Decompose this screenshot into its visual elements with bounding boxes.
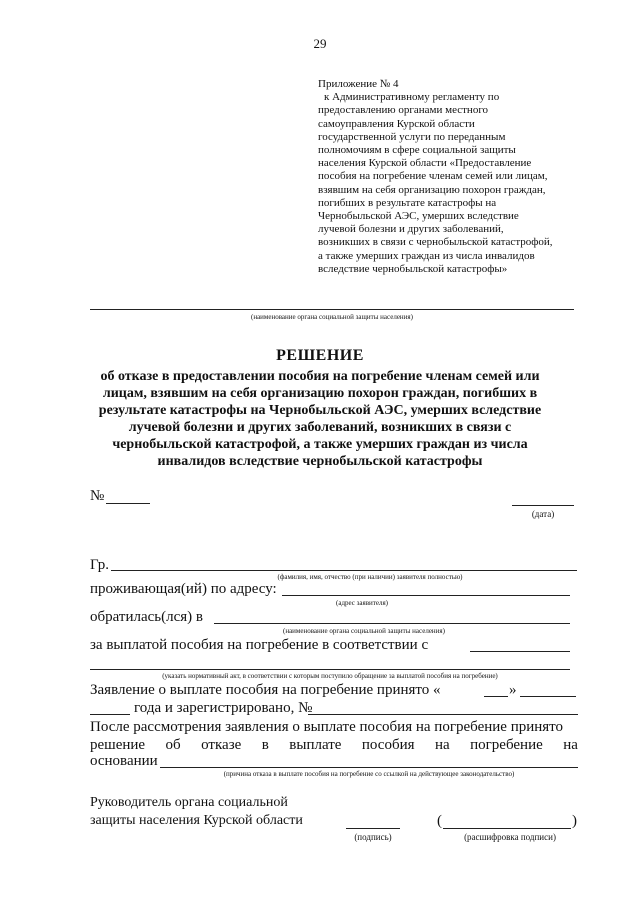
- appendix-line: лучевой болезни и других заболеваний,: [318, 223, 504, 236]
- appendix-line: возникших в связи с чернобыльской катастрофой,: [318, 236, 553, 249]
- head-title-line2: защиты населения Курской области: [90, 813, 303, 828]
- after-review-line: После рассмотрения заявления о выплате пособия на погребение принято: [90, 719, 564, 735]
- application-accepted-text: Заявление о выплате пособия на погребение принято «: [90, 682, 441, 698]
- number-label: №: [90, 488, 105, 504]
- appendix-line: пособия на погребение членам семей или лицам,: [318, 170, 548, 183]
- date-caption: (дата): [531, 509, 555, 519]
- quote-close: »: [509, 682, 517, 698]
- appendix-line: Приложение № 4: [318, 78, 399, 90]
- citizen-label: Гр.: [90, 557, 109, 573]
- signature-field[interactable]: [346, 828, 400, 829]
- subtitle-line: чернобыльской катастрофой, а также умерших граждан из числа: [112, 437, 528, 452]
- org-name-caption: (наименование органа социальной защиты населения): [251, 313, 413, 321]
- decode-close-paren: ): [572, 813, 577, 829]
- appendix-line: взявшим на себя организацию похорон граждан,: [318, 183, 546, 196]
- payment-basis-field-tail[interactable]: [470, 651, 570, 652]
- subtitle-line: лицам, взявшим на себя организацию похорон граждан, погибших в: [102, 386, 538, 401]
- decision-word: выплате: [289, 737, 342, 753]
- appendix-block: [318, 78, 598, 276]
- document-title: РЕШЕНИЕ: [276, 347, 364, 364]
- refusal-reason-field[interactable]: [160, 767, 578, 768]
- subtitle-line: результате катастрофы на Чернобыльской АЭС, умерших вследствие: [98, 403, 542, 418]
- document-subtitle: [80, 368, 560, 470]
- applied-caption: (наименование органа социальной защиты населения): [283, 627, 445, 635]
- accepted-year-field[interactable]: [90, 714, 130, 715]
- appendix-line: полномочиям в сфере социальной защиты: [318, 144, 516, 157]
- normative-act-field[interactable]: [90, 669, 570, 670]
- registration-number-field[interactable]: [308, 714, 578, 715]
- org-name-line[interactable]: [90, 309, 574, 310]
- citizen-name-field[interactable]: [111, 570, 577, 571]
- subtitle-line: лучевой болезни и других заболеваний, возникших в связи с: [128, 420, 512, 435]
- decision-word: решение: [90, 737, 146, 753]
- decision-word: пособия: [361, 737, 415, 753]
- head-title-line1: Руководитель органа социальной: [90, 795, 288, 810]
- subtitle-line: об отказе в предоставлении пособия на погребение членам семей или: [100, 369, 540, 384]
- decision-word: в: [261, 737, 269, 753]
- appendix-line: предоставлению органами местного: [318, 104, 489, 117]
- address-label: проживающая(ий) по адресу:: [90, 581, 277, 597]
- decode-caption: (расшифровка подписи): [464, 832, 556, 842]
- page-number: 29: [313, 36, 327, 51]
- address-caption: (адрес заявителя): [336, 599, 388, 607]
- address-field[interactable]: [282, 595, 570, 596]
- appendix-line: погибших в результате катастрофы на: [318, 196, 497, 209]
- normative-caption: (указать нормативный акт, в соответствии с которым поступило обращение за выплатой пособия на погребение): [162, 672, 498, 680]
- appendix-line: вследствие чернобыльской катастрофы»: [318, 262, 508, 275]
- applied-label: обратилась(лся) в: [90, 609, 203, 625]
- year-registered-text: года и зарегистрировано, №: [134, 700, 313, 716]
- decision-line: [90, 737, 578, 754]
- appendix-line: населения Курской области «Предоставление: [318, 157, 532, 170]
- subtitle-line: инвалидов вследствие чернобыльской катастрофы: [157, 454, 483, 469]
- appendix-line: к Административному регламенту по: [324, 91, 500, 104]
- citizen-caption: (фамилия, имя, отчество (при наличии) заявителя полностью): [277, 573, 463, 581]
- decision-word: об: [165, 737, 181, 753]
- applied-org-field[interactable]: [214, 623, 570, 624]
- decision-word: отказе: [201, 737, 242, 753]
- signature-caption: (подпись): [354, 832, 392, 842]
- basis-caption: (причина отказа в выплате пособия на погребение со ссылкой на действующее законодательство): [223, 770, 515, 778]
- decision-word: на: [563, 737, 578, 753]
- decision-word: погребение: [470, 737, 543, 753]
- decision-word: на: [434, 737, 450, 753]
- basis-label: основании: [90, 753, 158, 769]
- number-field[interactable]: [106, 503, 150, 504]
- appendix-line: государственной услуги по переданным: [318, 130, 506, 143]
- accepted-day-field[interactable]: [484, 696, 508, 697]
- appendix-line: самоуправления Курской области: [318, 117, 475, 130]
- date-field[interactable]: [512, 505, 574, 506]
- payment-label: за выплатой пособия на погребение в соответствии с: [90, 637, 429, 653]
- signature-decode-field[interactable]: [443, 828, 571, 829]
- accepted-month-field[interactable]: [520, 696, 576, 697]
- appendix-line: Чернобыльской АЭС, умерших вследствие: [318, 210, 519, 223]
- appendix-line: а также умерших граждан из числа инвалидов: [318, 249, 535, 262]
- decode-open-paren: (: [437, 813, 442, 829]
